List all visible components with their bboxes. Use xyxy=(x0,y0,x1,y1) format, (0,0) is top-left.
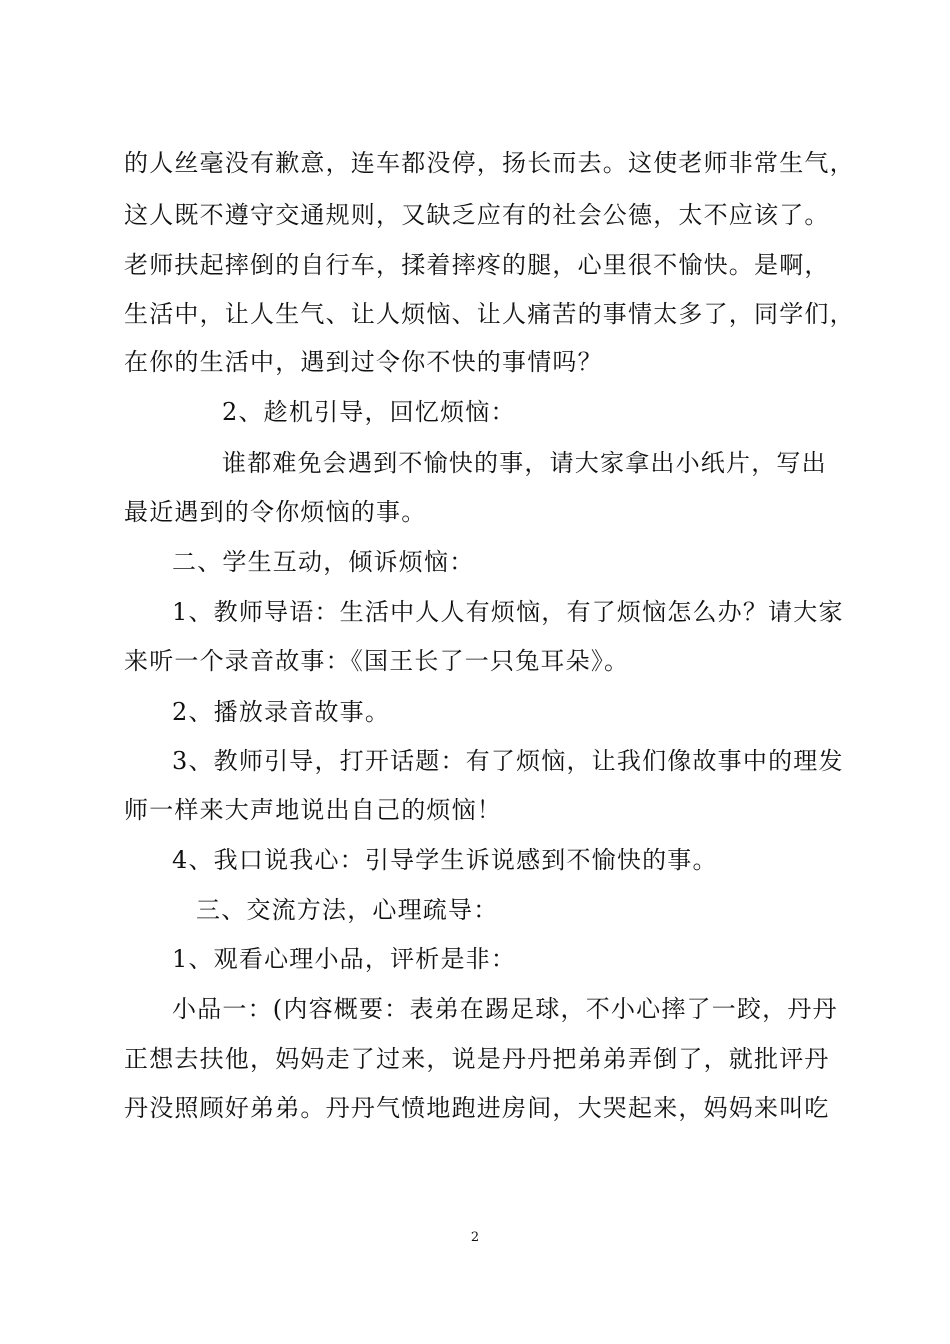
section-heading: 2、趁机引导，回忆烦恼： xyxy=(222,398,516,426)
text-line: 2、播放录音故事。 xyxy=(172,698,391,726)
text-line: 4、我口说我心：引导学生诉说感到不愉快的事。 xyxy=(172,846,718,874)
text-line: 最近遇到的令你烦恼的事。 xyxy=(124,498,427,526)
text-line: 在你的生活中，遇到过令你不快的事情吗？ xyxy=(124,348,603,376)
text-line: 3、教师引导，打开话题：有了烦恼，让我们像故事中的理发 xyxy=(172,747,844,775)
page-number: 2 xyxy=(470,1230,480,1245)
text-line: 的人丝毫没有歉意，连车都没停，扬长而去。这使老师非常生气， xyxy=(124,149,855,177)
text-line: 丹没照顾好弟弟。丹丹气愤地跑进房间，大哭起来，妈妈来叫吃 xyxy=(124,1094,830,1122)
text-line: 1、观看心理小品，评析是非： xyxy=(172,945,517,973)
text-line: 师一样来大声地说出自己的烦恼！ xyxy=(124,796,502,824)
section-heading: 二、学生互动，倾诉烦恼： xyxy=(172,548,475,576)
text-line: 谁都难免会遇到不愉快的事，请大家拿出小纸片，写出 xyxy=(222,449,827,477)
text-line: 正想去扶他，妈妈走了过来，说是丹丹把弟弟弄倒了，就批评丹 xyxy=(124,1045,830,1073)
text-line: 生活中，让人生气、让人烦恼、让人痛苦的事情太多了，同学们， xyxy=(124,300,855,328)
text-line: 1、教师导语：生活中人人有烦恼，有了烦恼怎么办？请大家 xyxy=(172,598,844,626)
text-line: 老师扶起摔倒的自行车，揉着摔疼的腿，心里很不愉快。是啊， xyxy=(124,251,830,279)
text-line: 小品一：(内容概要：表弟在踢足球，不小心摔了一跤，丹丹 xyxy=(172,995,838,1023)
text-line: 这人既不遵守交通规则，又缺乏应有的社会公德，太不应该了。 xyxy=(124,201,830,229)
section-heading: 三、交流方法，心理疏导： xyxy=(196,896,499,924)
text-line: 来听一个录音故事：《国王长了一只兔耳朵》。 xyxy=(124,647,630,675)
